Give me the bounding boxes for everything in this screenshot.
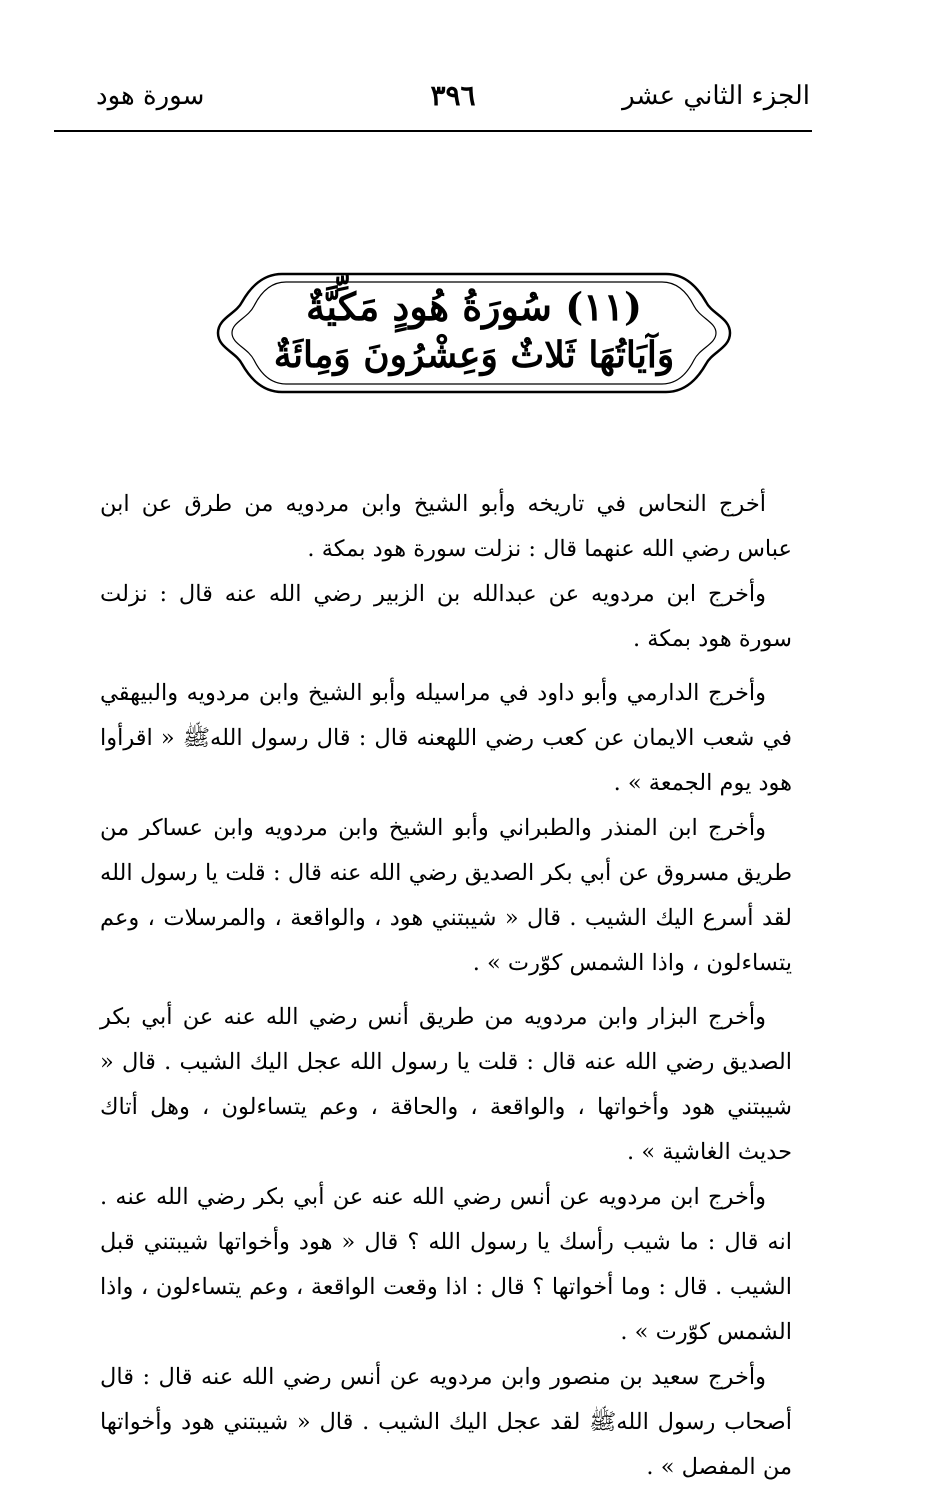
paragraph-text: وأخرج ابن المنذر والطبراني وأبو الشيخ وابن مردويه وابن عساكر من طريق مسروق عن أبي بكر الصديق رضي الله عنه قال : قلت يا رسول الله لقد أسرع اليك الشيب . قال « شيبتني هود ، والواقعة ، والمرسلات ، وعم يتساءلون ، واذا الشمس كوّرت » .: [100, 815, 792, 976]
page-header: [96, 76, 810, 116]
paragraph: [100, 572, 792, 662]
paragraph: [100, 482, 792, 572]
paragraph-text: وأخرج ابن مردويه عن عبدالله بن الزبير رضي الله عنه قال : نزلت سورة هود بمكة .: [100, 581, 792, 652]
page-number: ٣٩٦: [430, 79, 476, 112]
paragraph: [100, 671, 792, 806]
surah-title-line2: وَآيَاتُهَا ثَلاثٌ وَعِشْرُونَ وَمِائَةٌ: [273, 334, 675, 376]
header-rule: [54, 130, 812, 132]
surah-title-line1: (١١) سُورَةُ هُودٍ مَكِّيَّةٌ: [306, 284, 642, 329]
part-label: الجزء الثاني عشر: [622, 81, 810, 111]
surah-name: سورة هود: [96, 81, 205, 111]
surah-title-cartouche: [212, 268, 736, 398]
paragraph: [100, 1355, 792, 1490]
paragraph: [100, 806, 792, 986]
paragraph: [100, 1175, 792, 1355]
paragraph-text: وأخرج ابن مردويه عن أنس رضي الله عنه عن أبي بكر رضي الله عنه . انه قال : ما شيب رأسك يا رسول الله ؟ قال « هود وأخواتها شيبتني قبل الشيب . قال : وما أخواتها ؟ قال : اذا وقعت الواقعة ، وعم يتساءلون ، واذا الشمس كوّرت » .: [100, 1184, 792, 1345]
body-text: [100, 482, 792, 1490]
paragraph: [100, 995, 792, 1175]
paragraph-text: وأخرج الدارمي وأبو داود في مراسيله وأبو الشيخ وابن مردويه والبيهقي في شعب الايمان عن كعب رضي اللهعنه قال : قال رسول اللهﷺ « اقرأوا هود يوم الجمعة » .: [100, 680, 792, 796]
paragraph-text: أخرج النحاس في تاريخه وأبو الشيخ وابن مردويه من طرق عن ابن عباس رضي الله عنهما قال : نزلت سورة هود بمكة .: [100, 491, 792, 562]
paragraph-text: وأخرج البزار وابن مردويه من طريق أنس رضي الله عنه عن أبي بكر الصديق رضي الله عنه قال : قلت يا رسول الله عجل اليك الشيب . قال « شيبتني هود وأخواتها ، والواقعة ، والحاقة ، وعم يتساءلون ، وهل أتاك حديث الغاشية » .: [100, 1004, 792, 1165]
paragraph-text: وأخرج سعيد بن منصور وابن مردويه عن أنس رضي الله عنه قال : قال أصحاب رسول اللهﷺ لقد عجل اليك الشيب . قال « شيبتني هود وأخواتها من المفصل » .: [100, 1364, 792, 1480]
